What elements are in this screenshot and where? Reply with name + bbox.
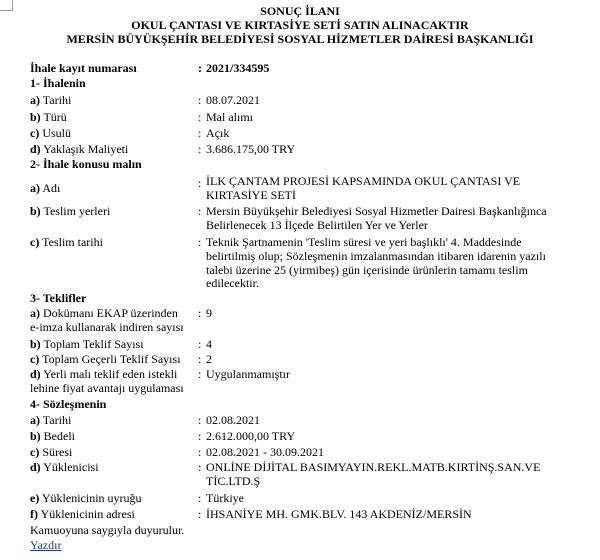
mal-adi-line: KIRTASİYE SETİ — [206, 187, 296, 202]
row-ihale-usulu — [0, 127, 600, 142]
row-ihale-turu — [0, 111, 600, 126]
yaklasik-maliyet-value: 3.686.175,00 TRY — [206, 142, 296, 156]
row-letter: a) — [30, 306, 40, 320]
row-letter: b) — [30, 204, 41, 218]
yerli-mali-value: Uygulanmamıştır — [206, 367, 290, 381]
ihale-tarihi-label: Tarihi — [42, 93, 72, 107]
row-yuklenici — [0, 461, 600, 493]
colon: : — [198, 491, 202, 505]
yuklenici-uyrugu-label: Yüklenicinin uyruğu — [41, 491, 142, 505]
teslim-tarihi-line: edilecektir. — [206, 276, 259, 291]
header-title: SONUÇ İLANI — [260, 4, 340, 18]
header-subject: OKUL ÇANTASI VE KIRTASİYE SETİ SATIN ALINACAKTIR — [131, 18, 469, 32]
dokuman-indiren-label-cont: e-imza kullanarak indiren sayısı — [30, 319, 184, 334]
row-yaklasik-maliyet — [0, 143, 600, 158]
row-mal-adi — [0, 173, 600, 205]
row-sozlesme-suresi — [0, 446, 600, 461]
row-letter: e) — [30, 491, 40, 505]
row-letter: c) — [30, 445, 40, 459]
row-letter: b) — [30, 110, 41, 124]
yerli-mali-label-cont: lehine fiyat avantajı uygulaması — [30, 380, 184, 395]
row-letter: f) — [30, 507, 38, 521]
row-letter: b) — [30, 337, 41, 351]
teslim-tarihi-line: Teknik Şartnamenin 'Teslim süresi ve yeri başlıklı' 4. Maddesinde — [206, 235, 522, 249]
ihale-turu-label: Türü — [43, 110, 67, 124]
row-letter: c) — [30, 352, 40, 366]
row-letter: d) — [30, 367, 41, 381]
sozlesme-bedeli-label: Bedeli — [43, 429, 75, 443]
colon: : — [198, 110, 202, 124]
row-sozlesme-bedeli — [0, 430, 600, 445]
section-3-title: 3- Teklifler — [30, 291, 87, 305]
yuklenici-adresi-value: İHSANİYE MH. GMK.BLV. 143 AKDENİZ/MERSİN — [206, 507, 472, 521]
section-2-title: 2- İhale konusu malın — [30, 157, 142, 171]
dokuman-indiren-value: 9 — [206, 306, 212, 320]
ihale-usulu-value: Açık — [206, 126, 230, 140]
row-letter: b) — [30, 429, 41, 443]
colon: : — [198, 367, 202, 381]
sozlesme-tarihi-label: Tarihi — [42, 413, 72, 427]
row-sozlesme-tarihi — [0, 414, 600, 429]
colon: : — [198, 306, 202, 320]
yuklenici-label: Yüklenicisi — [43, 460, 99, 474]
row-letter: d) — [30, 460, 41, 474]
colon: : — [198, 61, 202, 75]
row-letter: c) — [30, 126, 40, 140]
gecerli-teklif-label: Toplam Geçerli Teklif Sayısı — [42, 352, 181, 366]
row-kayit-no — [0, 62, 600, 77]
kayit-no-label: İhale kayıt numarası — [30, 61, 137, 75]
row-yuklenici-uyrugu — [0, 492, 600, 507]
mal-adi-value — [206, 175, 594, 203]
colon: : — [198, 126, 202, 140]
yuklenici-adresi-label: Yüklenicinin adresi — [40, 507, 135, 521]
colon: : — [198, 445, 202, 459]
closing-text-label: Kamuoyuna saygıyla duyurulur. — [30, 523, 185, 537]
yuklenici-line: TİC.LTD.Ş — [206, 473, 261, 488]
colon: : — [198, 460, 202, 474]
sozlesme-suresi-value: 02.08.2021 - 30.09.2021 — [206, 445, 324, 459]
announcement-header — [0, 4, 600, 46]
yuklenici-uyrugu-value: Türkiye — [206, 491, 244, 505]
row-letter: c) — [30, 235, 40, 249]
sozlesme-bedeli-value: 2.612.000,00 TRY — [206, 429, 296, 443]
dokuman-indiren-label: Dokümanı EKAP üzerinden — [43, 306, 178, 320]
yuklenici-line: ONLİNE DİJİTAL BASIMYAYIN.REKL.MATB.KIRTİNŞ.SAN.VE — [206, 460, 541, 474]
row-dokuman-indiren — [0, 307, 600, 337]
colon: : — [198, 93, 202, 107]
toplam-teklif-value: 4 — [206, 337, 212, 351]
teslim-yerleri-line: Mersin Büyükşehir Belediyesi Sosyal Hizmetler Dairesi Başkanlığınca — [206, 204, 547, 218]
row-letter: d) — [30, 142, 41, 156]
row-letter: a) — [30, 181, 40, 195]
toplam-teklif-label: Toplam Teklif Sayısı — [43, 337, 144, 351]
colon: : — [198, 352, 202, 366]
sozlesme-tarihi-value: 02.08.2021 — [206, 413, 260, 427]
colon: : — [198, 142, 202, 156]
teslim-yerleri-value — [206, 205, 594, 233]
colon: : — [198, 204, 202, 218]
row-yuklenici-adresi — [0, 508, 600, 523]
colon: : — [198, 429, 202, 443]
row-letter: a) — [30, 413, 40, 427]
kayit-no-value: 2021/334595 — [206, 61, 270, 75]
teslim-tarihi-value — [206, 236, 594, 291]
row-teslim-tarihi — [0, 236, 600, 296]
yerli-mali-label: Yerli malı teklif eden istekli — [43, 367, 178, 381]
print-link[interactable]: Yazdır — [30, 538, 62, 552]
teslim-tarihi-line: talebi üzerine 25 (yirmibeş) gün içerisinde ürünlerin tamamı teslim — [206, 262, 528, 277]
row-toplam-teklif — [0, 338, 600, 353]
sozlesme-suresi-label: Süresi — [42, 445, 73, 459]
colon: : — [198, 337, 202, 351]
row-letter: a) — [30, 93, 40, 107]
row-gecerli-teklif — [0, 353, 600, 368]
row-teslim-yerleri — [0, 205, 600, 237]
teslim-tarihi-line: belirtilmiş olup; Sözleşmenin imzalanmasından itibaren idarenin yazılı — [206, 248, 546, 263]
colon: : — [198, 176, 202, 190]
yuklenici-value — [206, 461, 594, 489]
teslim-tarihi-label: Teslim tarihi — [42, 235, 103, 249]
teslim-yerleri-label: Teslim yerleri — [43, 204, 111, 218]
row-yerli-mali — [0, 368, 600, 398]
ihale-tarihi-value: 08.07.2021 — [206, 93, 260, 107]
mal-adi-line: İLK ÇANTAM PROJESİ KAPSAMINDA OKUL ÇANTASI VE — [206, 174, 521, 188]
yaklasik-maliyet-label: Yaklaşık Maliyeti — [43, 142, 129, 156]
row-ihale-tarihi — [0, 94, 600, 109]
section-1-title: 1- İhalenin — [30, 76, 86, 90]
mal-adi-label: Adı — [42, 181, 61, 195]
closing-text — [0, 524, 600, 539]
colon: : — [198, 235, 202, 249]
teslim-yerleri-line: Belirlenecek 13 İlçede Belirtilen Yer ve Yerler — [206, 217, 428, 232]
colon: : — [198, 413, 202, 427]
section-4-title: 4- Sözleşmenin — [30, 397, 107, 411]
colon: : — [198, 507, 202, 521]
header-institution: MERSİN BÜYÜKŞEHİR BELEDİYESİ SOSYAL HİZMETLER DAİRESİ BAŞKANLIĞI — [66, 32, 534, 46]
ihale-usulu-label: Usulü — [42, 126, 71, 140]
ihale-turu-value: Mal alımı — [206, 110, 253, 124]
gecerli-teklif-value: 2 — [206, 352, 212, 366]
